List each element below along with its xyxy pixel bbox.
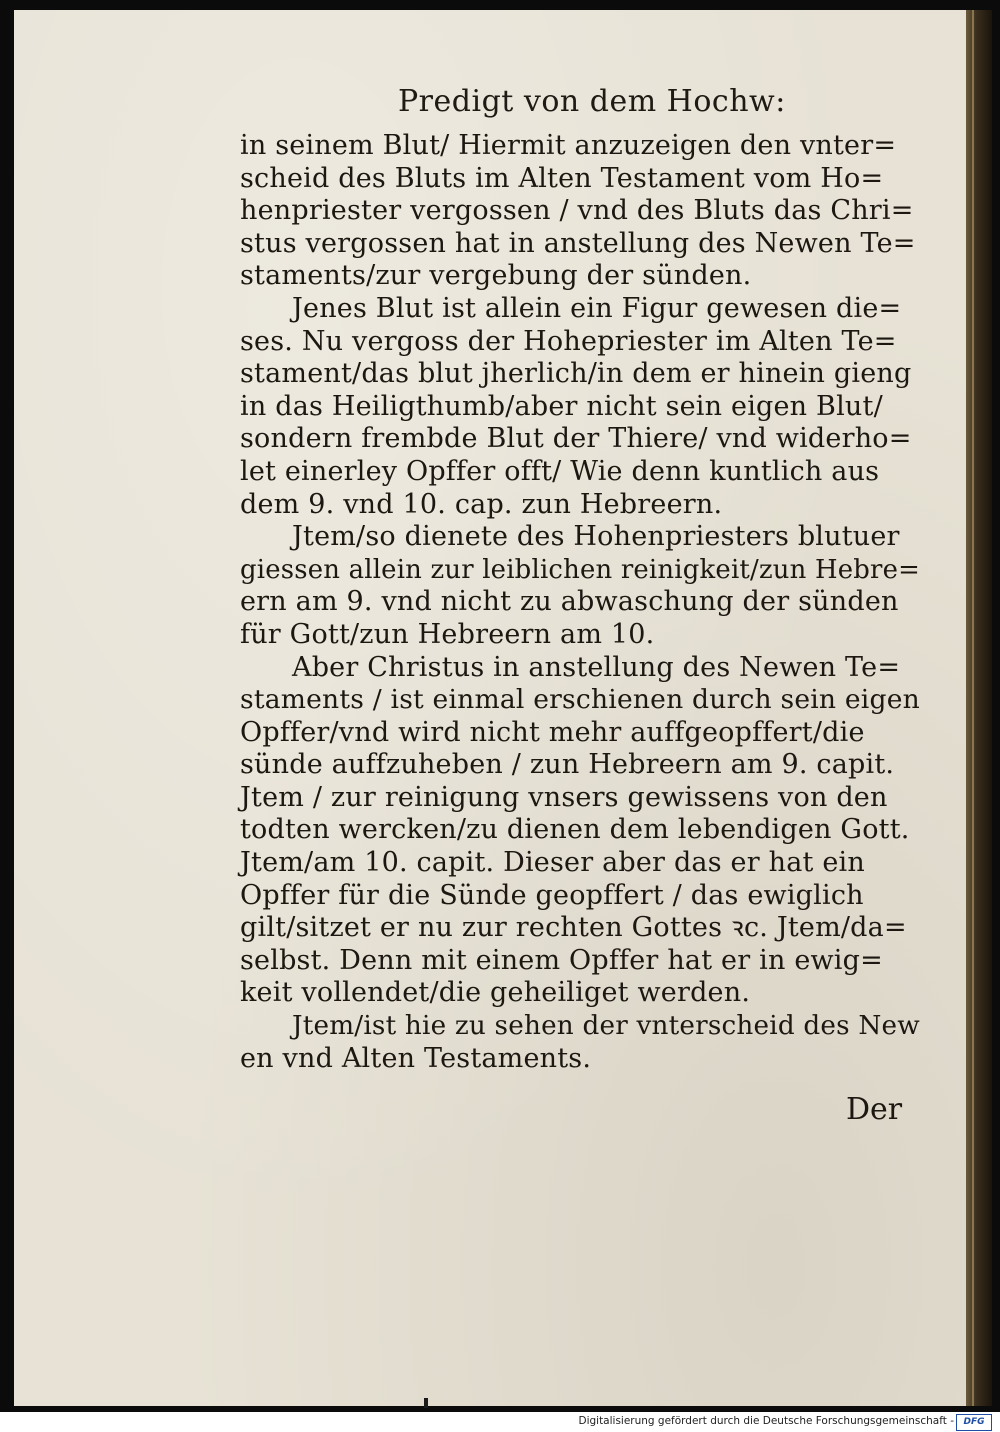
text-line: todten wercken/zu dienen dem lebendigen Gott. xyxy=(240,814,910,846)
text-line: let einerley Opffer offt/ Wie denn kuntlich aus xyxy=(240,455,880,487)
text-line: keit vollendet/die geheiliget werden. xyxy=(240,977,751,1009)
text-line: Opffer für die Sünde geopffert / das ewiglich xyxy=(240,879,864,911)
text-line: ses. Nu vergoss der Hohepriester im Alten Te= xyxy=(240,325,897,357)
text-line: stament/das blut jherlich/in dem er hinein gieng xyxy=(240,358,912,390)
text-line: Aber Christus in anstellung des Newen Te= xyxy=(292,651,901,683)
text-line: dem 9. vnd 10. cap. zun Hebreern. xyxy=(240,488,723,520)
text-line: Jtem/ist hie zu sehen der vnterscheid des New xyxy=(292,1011,920,1042)
text-line: in das Heiligthumb/aber nicht sein eigen Blut/ xyxy=(240,390,883,422)
text-line: in seinem Blut/ Hiermit anzuzeigen den vnter= xyxy=(240,130,897,161)
text-line: für Gott/zun Hebreern am 10. xyxy=(240,618,655,650)
text-line: selbst. Denn mit einem Opffer hat er in ewig= xyxy=(240,944,883,976)
text-line: Jtem / zur reinigung vnsers gewissens von den xyxy=(240,781,888,813)
text-line: Opffer/vnd wird nicht mehr auffgeopffert/die xyxy=(240,716,865,748)
text-line: sondern frembde Blut der Thiere/ vnd widerho= xyxy=(240,423,912,455)
text-line: giessen allein zur leiblichen reinigkeit/zun Hebre= xyxy=(240,554,921,585)
footer-bar xyxy=(0,1412,1000,1432)
text-line: en vnd Alten Testaments. xyxy=(240,1042,592,1074)
text-line: Jtem/am 10. capit. Dieser aber das er hat ein xyxy=(240,847,865,879)
text-line: scheid des Bluts im Alten Testament vom Ho= xyxy=(240,162,884,194)
text-line: gilt/sitzet er nu zur rechten Gottes ꝛc. Jtem/da= xyxy=(240,912,907,944)
dfg-logo[interactable]: DFG xyxy=(956,1414,992,1431)
text-line: sünde auffzuheben / zun Hebreern am 9. capit. xyxy=(240,749,895,781)
text-line: Jtem/so dienete des Hohenpriesters blutuer xyxy=(292,521,900,553)
ink-mark xyxy=(424,1398,428,1408)
body-text xyxy=(240,130,920,1075)
funding-credit: Digitalisierung gefördert durch die Deutsche Forschungsgemeinschaft - xyxy=(578,1415,954,1427)
text-line: stus vergossen hat in anstellung des Newen Te= xyxy=(240,227,916,259)
text-line: henpriester vergossen / vnd des Bluts das Chri= xyxy=(240,195,914,227)
page-edge-binding xyxy=(966,10,992,1406)
text-line: staments/zur vergebung der sünden. xyxy=(240,260,752,292)
catchword: Der xyxy=(846,1092,903,1127)
text-line: staments / ist einmal erschienen durch sein eigen xyxy=(240,684,920,716)
text-line: Jenes Blut ist allein ein Figur gewesen die= xyxy=(292,292,902,324)
running-header: Predigt von dem Hochw: xyxy=(398,84,786,119)
text-line: ern am 9. vnd nicht zu abwaschung der sünden xyxy=(240,586,899,618)
